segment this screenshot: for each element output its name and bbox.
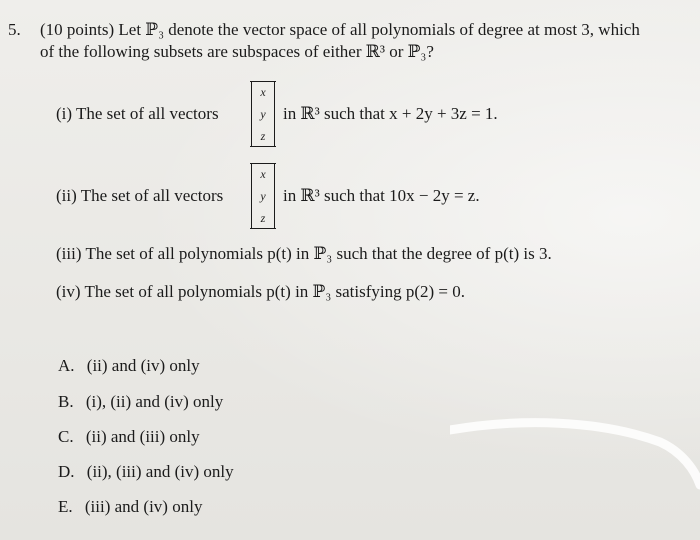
vector-entry: y xyxy=(260,189,266,203)
item-i-vector xyxy=(251,81,275,147)
choice-letter: A. xyxy=(58,356,75,375)
item-ii-condition: in ℝ³ such that 10x − 2y = z. xyxy=(283,186,480,205)
choice-text: (ii), (iii) and (iv) only xyxy=(86,462,234,481)
item-ii-prefix-text: The set of all vectors xyxy=(80,186,224,205)
item-i-prefix xyxy=(56,104,219,124)
item-i-prefix-text: The set of all vectors xyxy=(76,104,219,123)
item-iv-text: The set of all polynomials p(t) in ℙ₃ satisfying p(2) = 0. xyxy=(84,282,466,301)
glare-streak xyxy=(450,400,700,490)
item-iii xyxy=(56,244,552,264)
choice-text: (ii) and (iii) only xyxy=(85,427,200,446)
choice-b[interactable] xyxy=(58,392,223,412)
choice-text: (ii) and (iv) only xyxy=(86,356,200,375)
choice-letter: C. xyxy=(58,427,74,446)
item-ii-prefix xyxy=(56,186,223,206)
question-prompt-line1: (10 points) Let ℙ₃ denote the vector space of all polynomials of degree at most 3, which xyxy=(40,20,640,39)
choice-a[interactable] xyxy=(58,356,200,376)
choice-d[interactable] xyxy=(58,462,234,482)
vector-entry: y xyxy=(260,107,266,121)
choice-c[interactable] xyxy=(58,427,200,447)
vector-entry: x xyxy=(260,167,266,181)
item-iii-text: The set of all polynomials p(t) in ℙ₃ such that the degree of p(t) is 3. xyxy=(85,244,552,263)
item-i-condition: in ℝ³ such that x + 2y + 3z = 1. xyxy=(283,104,498,123)
choice-text: (i), (ii) and (iv) only xyxy=(85,392,224,411)
question-number: 5. xyxy=(8,20,21,39)
choice-letter: B. xyxy=(58,392,74,411)
choice-letter: D. xyxy=(58,462,75,481)
item-iv xyxy=(56,282,465,302)
item-i-label: (i) xyxy=(56,104,73,123)
question-prompt-line2: of the following subsets are subspaces of either ℝ³ or ℙ₃? xyxy=(40,42,434,61)
choice-letter: E. xyxy=(58,497,73,516)
vector-entry: x xyxy=(260,85,266,99)
vector-entry: z xyxy=(260,211,266,225)
item-iv-label: (iv) xyxy=(56,282,81,301)
vector-entry: z xyxy=(260,129,266,143)
item-ii-label: (ii) xyxy=(56,186,77,205)
choice-text: (iii) and (iv) only xyxy=(84,497,203,516)
item-iii-label: (iii) xyxy=(56,244,82,263)
item-ii-vector xyxy=(251,163,275,229)
choice-e[interactable] xyxy=(58,497,202,517)
